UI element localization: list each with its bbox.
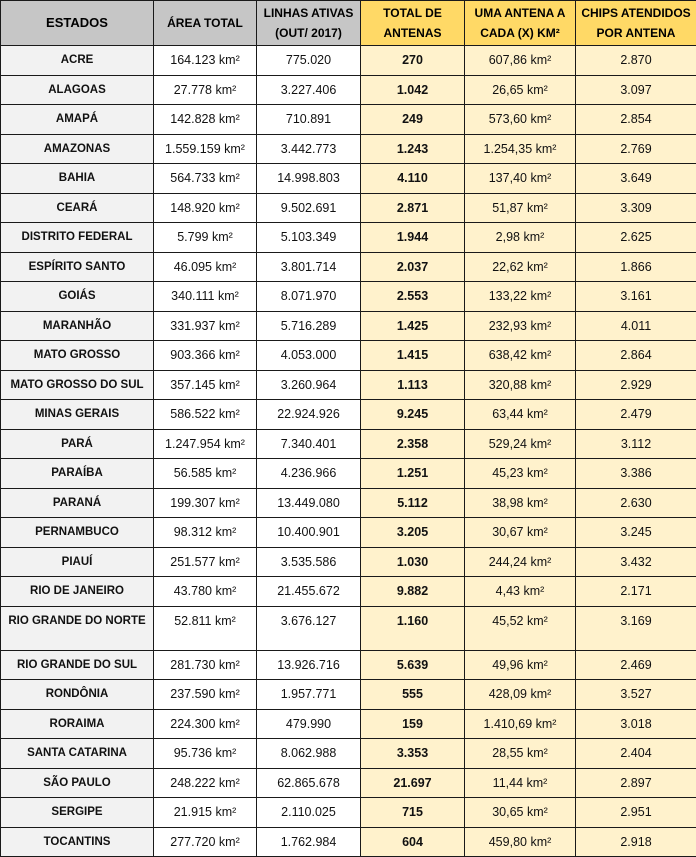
cell-linhas-ativas: 62.865.678: [257, 768, 361, 798]
cell-estado: CEARÁ: [1, 193, 154, 223]
table-body: [1, 46, 696, 857]
cell-chips-por-antena: 2.854: [576, 105, 696, 135]
cell-km-por-antena: 38,98 km²: [465, 488, 576, 518]
cell-estado: AMAZONAS: [1, 134, 154, 164]
cell-area-total: 586.522 km²: [154, 400, 257, 430]
cell-chips-por-antena: 3.169: [576, 606, 696, 650]
table-row: [1, 282, 696, 312]
table-row: [1, 223, 696, 253]
cell-km-por-antena: 244,24 km²: [465, 547, 576, 577]
cell-linhas-ativas: 3.260.964: [257, 370, 361, 400]
cell-km-por-antena: 28,55 km²: [465, 739, 576, 769]
cell-area-total: 95.736 km²: [154, 739, 257, 769]
cell-chips-por-antena: 2.404: [576, 739, 696, 769]
table-row: [1, 518, 696, 548]
cell-linhas-ativas: 4.053.000: [257, 341, 361, 371]
cell-linhas-ativas: 5.716.289: [257, 311, 361, 341]
table-row: [1, 105, 696, 135]
cell-total-antenas: 3.353: [361, 739, 465, 769]
table-row: [1, 193, 696, 223]
header-uma-antena-a-cada: UMA ANTENA A CADA (X) KM²: [465, 1, 576, 46]
cell-estado: MARANHÃO: [1, 311, 154, 341]
cell-area-total: 357.145 km²: [154, 370, 257, 400]
cell-km-por-antena: 529,24 km²: [465, 429, 576, 459]
cell-area-total: 43.780 km²: [154, 577, 257, 607]
cell-chips-por-antena: 2.951: [576, 798, 696, 828]
cell-estado: PERNAMBUCO: [1, 518, 154, 548]
cell-chips-por-antena: 1.866: [576, 252, 696, 282]
cell-total-antenas: 1.030: [361, 547, 465, 577]
cell-km-por-antena: 320,88 km²: [465, 370, 576, 400]
cell-estado: ALAGOAS: [1, 75, 154, 105]
cell-estado: BAHIA: [1, 164, 154, 194]
cell-linhas-ativas: 13.449.080: [257, 488, 361, 518]
cell-chips-por-antena: 2.171: [576, 577, 696, 607]
cell-km-por-antena: 26,65 km²: [465, 75, 576, 105]
cell-total-antenas: 5.639: [361, 650, 465, 680]
cell-chips-por-antena: 2.630: [576, 488, 696, 518]
cell-linhas-ativas: 13.926.716: [257, 650, 361, 680]
cell-chips-por-antena: 2.625: [576, 223, 696, 253]
table-row: [1, 134, 696, 164]
cell-estado: PIAUÍ: [1, 547, 154, 577]
cell-total-antenas: 1.042: [361, 75, 465, 105]
cell-estado: PARAÍBA: [1, 459, 154, 489]
cell-total-antenas: 21.697: [361, 768, 465, 798]
table-row: [1, 429, 696, 459]
cell-estado: MINAS GERAIS: [1, 400, 154, 430]
cell-total-antenas: 1.113: [361, 370, 465, 400]
table-row: [1, 547, 696, 577]
cell-chips-por-antena: 4.011: [576, 311, 696, 341]
cell-km-por-antena: 607,86 km²: [465, 46, 576, 76]
cell-chips-por-antena: 2.479: [576, 400, 696, 430]
cell-area-total: 281.730 km²: [154, 650, 257, 680]
cell-chips-por-antena: 2.870: [576, 46, 696, 76]
cell-km-por-antena: 4,43 km²: [465, 577, 576, 607]
cell-total-antenas: 249: [361, 105, 465, 135]
cell-estado: GOIÁS: [1, 282, 154, 312]
cell-area-total: 27.778 km²: [154, 75, 257, 105]
cell-estado: SERGIPE: [1, 798, 154, 828]
cell-chips-por-antena: 3.112: [576, 429, 696, 459]
table-row: [1, 311, 696, 341]
header-chips-por-antena: CHIPS ATENDIDOS POR ANTENA: [576, 1, 696, 46]
table-row: [1, 680, 696, 710]
cell-linhas-ativas: 21.455.672: [257, 577, 361, 607]
cell-total-antenas: 1.251: [361, 459, 465, 489]
cell-linhas-ativas: 1.957.771: [257, 680, 361, 710]
cell-area-total: 248.222 km²: [154, 768, 257, 798]
cell-total-antenas: 2.358: [361, 429, 465, 459]
cell-chips-por-antena: 3.097: [576, 75, 696, 105]
header-area-total: ÁREA TOTAL: [154, 1, 257, 46]
cell-total-antenas: 2.871: [361, 193, 465, 223]
cell-linhas-ativas: 479.990: [257, 709, 361, 739]
cell-estado: RIO DE JANEIRO: [1, 577, 154, 607]
cell-chips-por-antena: 3.161: [576, 282, 696, 312]
cell-km-por-antena: 2,98 km²: [465, 223, 576, 253]
cell-area-total: 164.123 km²: [154, 46, 257, 76]
table-header: [1, 1, 696, 46]
cell-linhas-ativas: 1.762.984: [257, 827, 361, 857]
cell-linhas-ativas: 3.801.714: [257, 252, 361, 282]
cell-estado: SANTA CATARINA: [1, 739, 154, 769]
cell-linhas-ativas: 9.502.691: [257, 193, 361, 223]
cell-chips-por-antena: 3.018: [576, 709, 696, 739]
cell-linhas-ativas: 8.071.970: [257, 282, 361, 312]
cell-chips-por-antena: 3.245: [576, 518, 696, 548]
cell-area-total: 98.312 km²: [154, 518, 257, 548]
header-total-antenas: TOTAL DE ANTENAS: [361, 1, 465, 46]
cell-chips-por-antena: 3.432: [576, 547, 696, 577]
cell-km-por-antena: 137,40 km²: [465, 164, 576, 194]
cell-area-total: 148.920 km²: [154, 193, 257, 223]
cell-linhas-ativas: 2.110.025: [257, 798, 361, 828]
cell-km-por-antena: 45,23 km²: [465, 459, 576, 489]
cell-estado: ACRE: [1, 46, 154, 76]
cell-total-antenas: 9.882: [361, 577, 465, 607]
cell-km-por-antena: 30,65 km²: [465, 798, 576, 828]
cell-km-por-antena: 49,96 km²: [465, 650, 576, 680]
table-row: [1, 709, 696, 739]
cell-km-por-antena: 30,67 km²: [465, 518, 576, 548]
cell-estado: PARÁ: [1, 429, 154, 459]
cell-km-por-antena: 459,80 km²: [465, 827, 576, 857]
cell-linhas-ativas: 4.236.966: [257, 459, 361, 489]
cell-chips-por-antena: 2.918: [576, 827, 696, 857]
cell-km-por-antena: 11,44 km²: [465, 768, 576, 798]
cell-km-por-antena: 1.410,69 km²: [465, 709, 576, 739]
cell-area-total: 331.937 km²: [154, 311, 257, 341]
cell-estado: TOCANTINS: [1, 827, 154, 857]
cell-total-antenas: 715: [361, 798, 465, 828]
cell-total-antenas: 1.160: [361, 606, 465, 650]
cell-estado: DISTRITO FEDERAL: [1, 223, 154, 253]
cell-estado: SÃO PAULO: [1, 768, 154, 798]
cell-area-total: 251.577 km²: [154, 547, 257, 577]
cell-chips-por-antena: 3.386: [576, 459, 696, 489]
cell-chips-por-antena: 3.649: [576, 164, 696, 194]
cell-area-total: 1.247.954 km²: [154, 429, 257, 459]
cell-km-por-antena: 638,42 km²: [465, 341, 576, 371]
cell-linhas-ativas: 7.340.401: [257, 429, 361, 459]
cell-total-antenas: 1.944: [361, 223, 465, 253]
cell-area-total: 237.590 km²: [154, 680, 257, 710]
cell-total-antenas: 9.245: [361, 400, 465, 430]
table-row: [1, 650, 696, 680]
cell-total-antenas: 159: [361, 709, 465, 739]
cell-km-por-antena: 51,87 km²: [465, 193, 576, 223]
cell-total-antenas: 2.037: [361, 252, 465, 282]
cell-chips-por-antena: 2.469: [576, 650, 696, 680]
table-row: [1, 459, 696, 489]
cell-estado: MATO GROSSO: [1, 341, 154, 371]
table-row: [1, 252, 696, 282]
cell-total-antenas: 4.110: [361, 164, 465, 194]
cell-chips-por-antena: 3.309: [576, 193, 696, 223]
header-row: [1, 1, 696, 46]
header-estados: ESTADOS: [1, 1, 154, 46]
cell-total-antenas: 604: [361, 827, 465, 857]
cell-area-total: 142.828 km²: [154, 105, 257, 135]
cell-estado: RIO GRANDE DO SUL: [1, 650, 154, 680]
cell-chips-por-antena: 2.929: [576, 370, 696, 400]
cell-km-por-antena: 45,52 km²: [465, 606, 576, 650]
cell-total-antenas: 555: [361, 680, 465, 710]
cell-linhas-ativas: 8.062.988: [257, 739, 361, 769]
cell-estado: MATO GROSSO DO SUL: [1, 370, 154, 400]
cell-area-total: 1.559.159 km²: [154, 134, 257, 164]
table-row: [1, 606, 696, 650]
cell-km-por-antena: 232,93 km²: [465, 311, 576, 341]
cell-chips-por-antena: 2.864: [576, 341, 696, 371]
cell-area-total: 46.095 km²: [154, 252, 257, 282]
cell-total-antenas: 3.205: [361, 518, 465, 548]
cell-linhas-ativas: 3.676.127: [257, 606, 361, 650]
cell-area-total: 199.307 km²: [154, 488, 257, 518]
cell-km-por-antena: 22,62 km²: [465, 252, 576, 282]
cell-linhas-ativas: 775.020: [257, 46, 361, 76]
cell-area-total: 277.720 km²: [154, 827, 257, 857]
table-row: [1, 400, 696, 430]
cell-total-antenas: 5.112: [361, 488, 465, 518]
cell-linhas-ativas: 3.442.773: [257, 134, 361, 164]
header-linhas-ativas: LINHAS ATIVAS (OUT/ 2017): [257, 1, 361, 46]
cell-km-por-antena: 428,09 km²: [465, 680, 576, 710]
cell-total-antenas: 1.425: [361, 311, 465, 341]
table-row: [1, 739, 696, 769]
cell-area-total: 340.111 km²: [154, 282, 257, 312]
cell-total-antenas: 270: [361, 46, 465, 76]
cell-linhas-ativas: 3.535.586: [257, 547, 361, 577]
cell-linhas-ativas: 22.924.926: [257, 400, 361, 430]
table-row: [1, 577, 696, 607]
table-row: [1, 341, 696, 371]
cell-total-antenas: 1.415: [361, 341, 465, 371]
cell-area-total: 56.585 km²: [154, 459, 257, 489]
cell-km-por-antena: 63,44 km²: [465, 400, 576, 430]
table-row: [1, 798, 696, 828]
cell-linhas-ativas: 10.400.901: [257, 518, 361, 548]
cell-total-antenas: 1.243: [361, 134, 465, 164]
cell-estado: ESPÍRITO SANTO: [1, 252, 154, 282]
table-row: [1, 75, 696, 105]
cell-area-total: 903.366 km²: [154, 341, 257, 371]
table-row: [1, 768, 696, 798]
cell-estado: PARANÁ: [1, 488, 154, 518]
table-row: [1, 488, 696, 518]
cell-km-por-antena: 133,22 km²: [465, 282, 576, 312]
cell-estado: RONDÔNIA: [1, 680, 154, 710]
cell-area-total: 52.811 km²: [154, 606, 257, 650]
table-row: [1, 164, 696, 194]
cell-km-por-antena: 573,60 km²: [465, 105, 576, 135]
cell-estado: AMAPÁ: [1, 105, 154, 135]
cell-chips-por-antena: 2.897: [576, 768, 696, 798]
table-row: [1, 46, 696, 76]
cell-estado: RORAIMA: [1, 709, 154, 739]
cell-linhas-ativas: 3.227.406: [257, 75, 361, 105]
cell-estado: RIO GRANDE DO NORTE: [1, 606, 154, 650]
table-row: [1, 370, 696, 400]
cell-area-total: 564.733 km²: [154, 164, 257, 194]
cell-area-total: 21.915 km²: [154, 798, 257, 828]
cell-area-total: 5.799 km²: [154, 223, 257, 253]
cell-area-total: 224.300 km²: [154, 709, 257, 739]
cell-linhas-ativas: 14.998.803: [257, 164, 361, 194]
cell-linhas-ativas: 710.891: [257, 105, 361, 135]
cell-linhas-ativas: 5.103.349: [257, 223, 361, 253]
cell-chips-por-antena: 3.527: [576, 680, 696, 710]
table-row: [1, 827, 696, 857]
cell-chips-por-antena: 2.769: [576, 134, 696, 164]
cell-km-por-antena: 1.254,35 km²: [465, 134, 576, 164]
cell-total-antenas: 2.553: [361, 282, 465, 312]
